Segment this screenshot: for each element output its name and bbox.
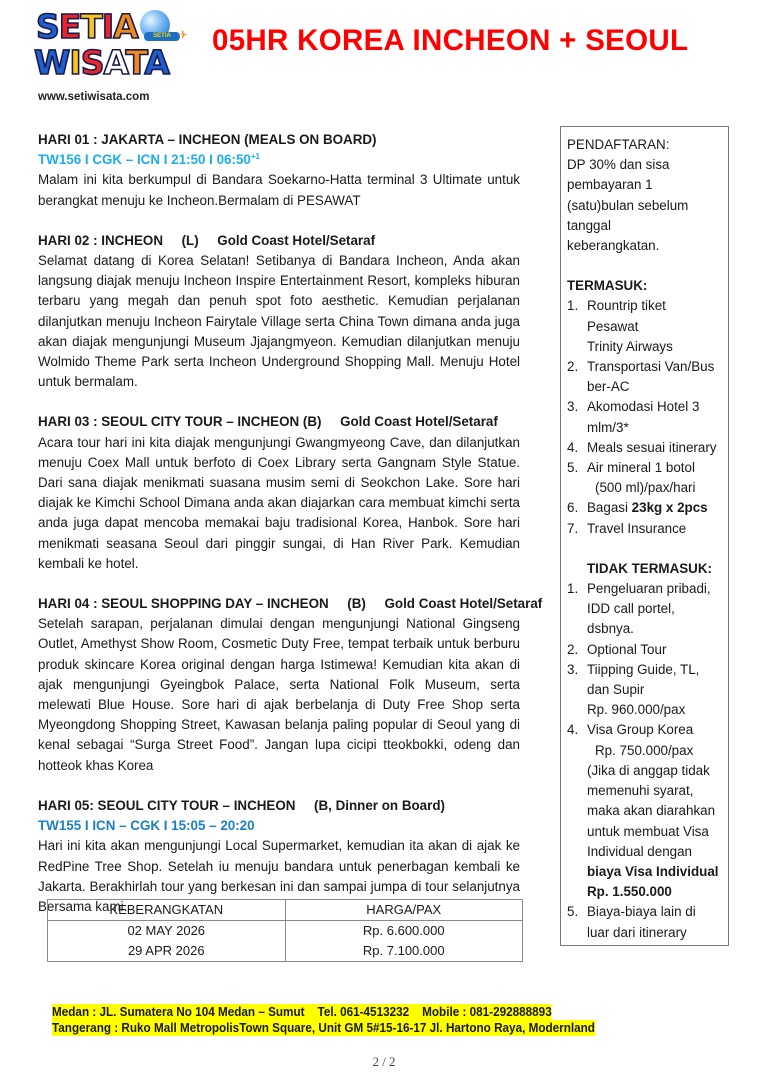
item-number: 3. bbox=[567, 399, 579, 415]
day-4 bbox=[38, 594, 543, 776]
website-link[interactable]: www.setiwisata.com bbox=[38, 91, 150, 103]
item-text: memenuhi syarat, bbox=[587, 783, 694, 799]
price-per-pax: Rp. 6.600.000 bbox=[285, 921, 523, 942]
logo-letter: E bbox=[58, 7, 81, 46]
item-text: Biaya-biaya lain di bbox=[587, 904, 696, 920]
medan-office-address: Medan : JL. Sumatera No 104 Medan – Sumut Tel. 061-4513232 Mobile : 081-292888893 bbox=[52, 1005, 552, 1019]
day-title: HARI 04 : SEOUL SHOPPING DAY – INCHEON (B) Gold Coast Hotel/Setaraf bbox=[38, 596, 543, 612]
item-text: Trinity Airways bbox=[587, 338, 673, 354]
table-row bbox=[48, 941, 523, 962]
day-1 bbox=[38, 130, 520, 211]
item-text: IDD call portel, bbox=[587, 601, 675, 617]
item-text: luar dari itinerary bbox=[587, 924, 687, 940]
logo-word-wisata bbox=[34, 43, 169, 82]
item-number: 4. bbox=[567, 722, 579, 738]
item-text-bold: Rp. 1.550.000 bbox=[587, 884, 672, 900]
item-number: 7. bbox=[567, 520, 579, 536]
list-item bbox=[567, 438, 722, 458]
item-number: 4. bbox=[567, 439, 579, 455]
item-text: Visa Group Korea bbox=[587, 722, 694, 738]
list-item bbox=[567, 357, 722, 397]
logo-letter: A bbox=[144, 43, 169, 82]
day-description: Malam ini kita berkumpul di Bandara Soekarno-Hatta terminal 3 Ultimate untuk berangkat menuju ke Incheon.Bermalam di PESAWAT bbox=[38, 172, 520, 208]
column-header-departure: KEBERANGKATAN bbox=[48, 900, 286, 921]
day-title: HARI 01 : JAKARTA – INCHEON (MEALS ON BOARD) bbox=[38, 132, 377, 147]
item-text: maka akan diarahkan bbox=[587, 803, 716, 819]
list-item bbox=[567, 579, 722, 640]
item-number: 2. bbox=[567, 641, 579, 657]
day-description: Hari ini kita akan mengunjungi Local Supermarket, kemudian ita akan di ajak ke RedPine Tree Shop. Setelah iu menuju bandara untuk penerbagan kembali ke Jakarta. Berakhirlah tour yang berkesan ini dan sampai jumpa di tour selanjutnya Bersama kami. bbox=[38, 838, 520, 914]
item-text: dsbnya. bbox=[587, 621, 634, 637]
flight-text: TW156 I CGK – ICN I 21:50 I 06:50 bbox=[38, 152, 251, 168]
item-text: mlm/3* bbox=[587, 419, 629, 435]
list-item bbox=[567, 902, 722, 942]
item-text: Rountrip tiket bbox=[587, 298, 666, 314]
list-item bbox=[567, 660, 722, 721]
company-logo bbox=[32, 7, 189, 104]
document-title: 05HR KOREA INCHEON + SEOUL bbox=[212, 24, 689, 57]
included-heading: TERMASUK: bbox=[567, 278, 648, 294]
item-text: ber-AC bbox=[587, 379, 630, 395]
list-item bbox=[567, 519, 722, 539]
item-text: Meals sesuai itinerary bbox=[587, 439, 717, 455]
day-description: Selamat datang di Korea Selatan! Setibanya di Bandara Incheon, Anda akan langsung diajak menuju Incheon Inspire Entertainment Resort, kompleks hiburan terbaru yang megah dan penuh spot foto aesthetic. Kemudian perjalanan dilanjutkan menuju Incheon Fairytale Village serta China Town dimana anda juga akan diajak mengunjungi Museum Jjajangmyeon. Kemudian dilanjutkan menuju Wolmido Theme Park serta Incheon Underground Shopping Mall. Menuju Hotel untuk bermalam. bbox=[38, 253, 520, 390]
registration-line: tanggal bbox=[567, 217, 611, 233]
item-number: 5. bbox=[567, 460, 579, 476]
next-day-marker: +1 bbox=[250, 152, 260, 162]
price-per-pax: Rp. 7.100.000 bbox=[285, 941, 523, 962]
day-title: HARI 03 : SEOUL CITY TOUR – INCHEON (B) Gold Coast Hotel/Setaraf bbox=[38, 414, 498, 430]
item-number: 3. bbox=[567, 661, 579, 677]
day-description: Setelah sarapan, perjalanan dimulai dengan mengunjungi National Gingseng Outlet, Amethyst Show Room, Cosmetic Duty Free, tempat terbaik untuk berburu produk skincare Korea original dengan harga Istimewa! Kemudian kita akan di ajak mengunjungi Gyeingbok Palace, serta National Folk Museum, serta melewati Blue House. Sore hari di ajak berbelanja di Duty Free Shop serta Myeongdong Shopping Street, Kawasan belanja paling popular di Seoul yang di kenal sebagai “Surga Street Food”. Jangan lupa cicipi tteokbokki, odeng dan hotteok khas Korea bbox=[38, 616, 520, 773]
table-header-row bbox=[48, 900, 523, 921]
table-row bbox=[48, 921, 523, 942]
terms-box bbox=[560, 126, 729, 946]
logo-letter: T bbox=[80, 7, 102, 46]
item-text: Tiipping Guide, TL, bbox=[587, 661, 700, 677]
day-3 bbox=[38, 412, 520, 574]
excluded-heading: TIDAK TERMASUK: bbox=[587, 560, 712, 576]
registration-line: keberangkatan. bbox=[567, 238, 660, 254]
price-table bbox=[47, 899, 523, 962]
item-number: 1. bbox=[567, 298, 579, 314]
baggage-allowance: 23kg x 2pcs bbox=[631, 500, 708, 516]
item-text: Pesawat bbox=[587, 318, 639, 334]
day-2 bbox=[38, 231, 520, 393]
list-item bbox=[567, 458, 722, 498]
item-number: 2. bbox=[567, 359, 579, 375]
logo-letter: I bbox=[101, 7, 114, 46]
departure-date: 29 APR 2026 bbox=[48, 941, 286, 962]
list-item bbox=[567, 640, 722, 660]
item-number: 5. bbox=[567, 904, 579, 920]
item-text: Optional Tour bbox=[587, 641, 667, 657]
item-text bbox=[587, 498, 722, 518]
baggage-label: Bagasi bbox=[587, 500, 632, 516]
day-title: HARI 02 : INCHEON (L) Gold Coast Hotel/Setaraf bbox=[38, 232, 376, 248]
logo-letter: W bbox=[34, 43, 70, 82]
item-text: (Jika di anggap tidak bbox=[587, 762, 710, 778]
airplane-icon: ✈ bbox=[178, 28, 189, 42]
contact-footer bbox=[52, 1004, 636, 1036]
registration-heading: PENDAFTARAN: bbox=[567, 137, 670, 152]
included-list bbox=[567, 296, 722, 538]
registration-line: pembayaran 1 bbox=[567, 177, 653, 193]
departure-date: 02 MAY 2026 bbox=[48, 921, 286, 942]
item-text: Pengeluaran pribadi, bbox=[587, 581, 711, 597]
item-text: Akomodasi Hotel 3 bbox=[587, 399, 700, 415]
item-text: Rp. 960.000/pax bbox=[587, 702, 686, 718]
list-item bbox=[567, 397, 722, 437]
list-item bbox=[567, 296, 722, 357]
page-number: 2 / 2 bbox=[372, 1054, 396, 1069]
logo-letter: T bbox=[125, 43, 145, 82]
item-text: Individual dengan bbox=[587, 843, 692, 859]
logo-globe-tag: SETIA bbox=[144, 32, 180, 41]
registration-line: DP 30% dan sisa bbox=[567, 157, 670, 173]
tangerang-office-address: Tangerang : Ruko Mall MetropolisTown Square, Unit GM 5#15-16-17 Jl. Hartono Raya, Modernland bbox=[52, 1021, 595, 1035]
item-text: Travel Insurance bbox=[587, 520, 687, 536]
flight-info bbox=[38, 150, 520, 170]
list-item bbox=[567, 498, 722, 518]
item-text: Air mineral 1 botol bbox=[587, 460, 695, 476]
item-number: 1. bbox=[567, 581, 579, 597]
day-description: Acara tour hari ini kita diajak mengunjungi Gwangmyeong Cave, dan dilanjutkan menuju Coex Mall untuk berfoto di Coex Library serta Gangnam Style Statue. Dari sana diajak menikmati suasana musim semi di Seokchon Lake. Sore hari diajak ke Kimchi School Dimana anda akan diajarkan cara membuat kimchi serta anda juga dapat mencoba memakai baju tradisional Korea, Hanbok. Sore hari menikmati seasana Seoul dari pinggir sungai, di Han River Park. Kemudian kembali ke hotel. bbox=[38, 434, 520, 571]
item-text: Transportasi Van/Bus bbox=[587, 359, 715, 375]
registration-line: (satu)bulan sebelum bbox=[567, 197, 689, 213]
logo-letter: A bbox=[103, 43, 126, 82]
day-title: HARI 05: SEOUL CITY TOUR – INCHEON (B, Dinner on Board) bbox=[38, 797, 445, 813]
logo-letter: S bbox=[36, 7, 59, 46]
item-text: dan Supir bbox=[587, 682, 645, 698]
flight-info: TW155 I ICN – CGK I 15:05 – 20:20 bbox=[38, 818, 255, 834]
excluded-list bbox=[567, 579, 722, 943]
item-number: 6. bbox=[567, 500, 579, 516]
logo-letter: S bbox=[80, 43, 104, 82]
logo-letter: A bbox=[113, 7, 138, 46]
list-item bbox=[567, 720, 722, 902]
item-text: untuk membuat Visa bbox=[587, 823, 709, 839]
item-text-bold: biaya Visa Individual bbox=[587, 863, 719, 879]
column-header-price: HARGA/PAX bbox=[285, 900, 523, 921]
item-text: Rp. 750.000/pax bbox=[595, 742, 694, 758]
logo-letter: I bbox=[69, 43, 81, 82]
item-text: (500 ml)/pax/hari bbox=[595, 480, 696, 496]
itinerary bbox=[38, 130, 543, 937]
logo-word-setia bbox=[36, 7, 138, 46]
